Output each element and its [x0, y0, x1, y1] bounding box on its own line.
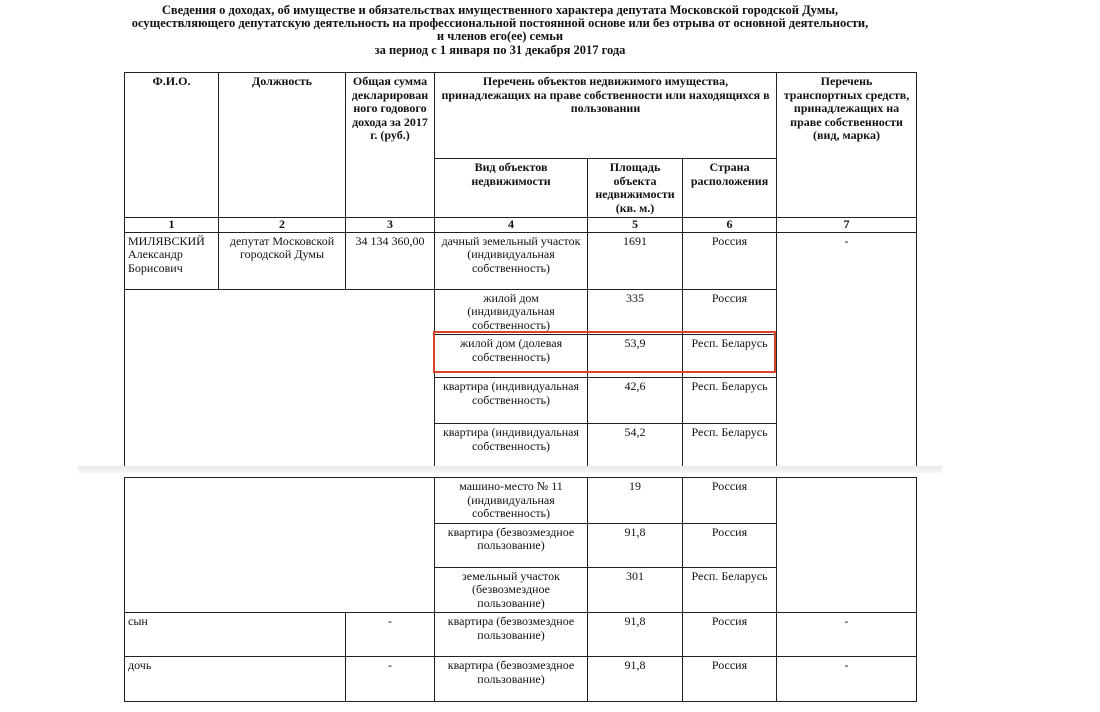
family-vehicles: -	[777, 657, 917, 702]
col-number: 1	[125, 218, 219, 233]
person-position: депутат Московской городской Думы	[219, 232, 346, 289]
empty-person-cell	[125, 289, 435, 468]
col-number: 5	[588, 218, 683, 233]
realty-type: жилой дом (индивидуальная собственность)	[435, 289, 588, 335]
realty-type: квартира (индивидуальная собственность)	[435, 424, 588, 468]
realty-country: Россия	[683, 232, 777, 289]
realty-area: 1691	[588, 232, 683, 289]
realty-country: Респ. Беларусь	[683, 335, 777, 378]
realty-area: 91,8	[588, 657, 683, 702]
header-position: Должность	[219, 73, 346, 218]
realty-type: квартира (безвозмездное пользование)	[435, 523, 588, 567]
realty-type: квартира (безвозмездное пользование)	[435, 613, 588, 657]
col-number: 4	[435, 218, 588, 233]
declaration-table-part1	[124, 72, 917, 468]
page-break-shadow	[78, 466, 942, 473]
family-relation: сын	[125, 613, 346, 657]
header-realty-group: Перечень объектов недвижимого имущества, принадлежащих на праве собственности или находящихся в пользовании	[435, 73, 777, 159]
table-row	[125, 232, 917, 289]
realty-type: жилой дом (долевая собственность)	[435, 335, 588, 378]
title-line-2: осуществляющего депутатскую деятельность на профессиональной постоянной основе или без отрыва от основной деятельности,	[131, 16, 869, 31]
realty-type: машино-место № 11 (индивидуальная собственность)	[435, 478, 588, 524]
header-area: Площадь объекта недвижимости (кв. м.)	[588, 159, 683, 218]
person-vehicles: -	[777, 232, 917, 468]
person-fio: МИЛЯВСКИЙ Александр Борисович	[125, 232, 219, 289]
column-number-row	[125, 218, 917, 233]
realty-area: 19	[588, 478, 683, 524]
realty-area: 54,2	[588, 424, 683, 468]
family-relation: дочь	[125, 657, 346, 702]
realty-type: квартира (безвозмездное пользование)	[435, 657, 588, 702]
header-income: Общая сумма декларирован ного годового дохода за 2017 г. (руб.)	[346, 73, 435, 218]
realty-area: 91,8	[588, 523, 683, 567]
realty-type: квартира (индивидуальная собственность)	[435, 378, 588, 424]
header-realty-type: Вид объектов недвижимости	[435, 159, 588, 218]
realty-country: Респ. Беларусь	[683, 424, 777, 468]
family-income: -	[346, 657, 435, 702]
realty-area: 335	[588, 289, 683, 335]
col-number: 3	[346, 218, 435, 233]
realty-country: Россия	[683, 523, 777, 567]
realty-country: Респ. Беларусь	[683, 378, 777, 424]
realty-country: Россия	[683, 478, 777, 524]
family-vehicles: -	[777, 613, 917, 657]
col-number: 7	[777, 218, 917, 233]
declaration-table-part2	[124, 477, 917, 702]
document-title	[0, 4, 1000, 57]
table-row	[125, 478, 917, 524]
col-number: 6	[683, 218, 777, 233]
highlight-box	[433, 331, 776, 373]
realty-country: Россия	[683, 657, 777, 702]
table-row	[125, 613, 917, 657]
empty-person-cell	[125, 478, 435, 613]
col-number: 2	[219, 218, 346, 233]
title-line-1: Сведения о доходах, об имуществе и обязательствах имущественного характера депутата Московской городской Думы,	[161, 3, 839, 17]
realty-country: Россия	[683, 289, 777, 335]
realty-country: Респ. Беларусь	[683, 567, 777, 613]
empty-vehicles-cell	[777, 478, 917, 613]
header-country: Страна расположения	[683, 159, 777, 218]
realty-country: Россия	[683, 613, 777, 657]
title-line-4: за период с 1 января по 31 декабря 2017 года	[374, 42, 626, 57]
realty-type: дачный земельный участок (индивидуальная собственность)	[435, 232, 588, 289]
table-row	[125, 657, 917, 702]
header-vehicles: Перечень транспортных средств, принадлежащих на праве собственности (вид, марка)	[777, 73, 917, 218]
realty-area: 42,6	[588, 378, 683, 424]
title-line-3: и членов его(ее) семьи	[436, 29, 564, 44]
realty-area: 301	[588, 567, 683, 613]
realty-area: 53,9	[588, 335, 683, 378]
header-fio: Ф.И.О.	[125, 73, 219, 218]
realty-area: 91,8	[588, 613, 683, 657]
realty-type: земельный участок (безвозмездное пользование)	[435, 567, 588, 613]
person-income: 34 134 360,00	[346, 232, 435, 289]
family-income: -	[346, 613, 435, 657]
